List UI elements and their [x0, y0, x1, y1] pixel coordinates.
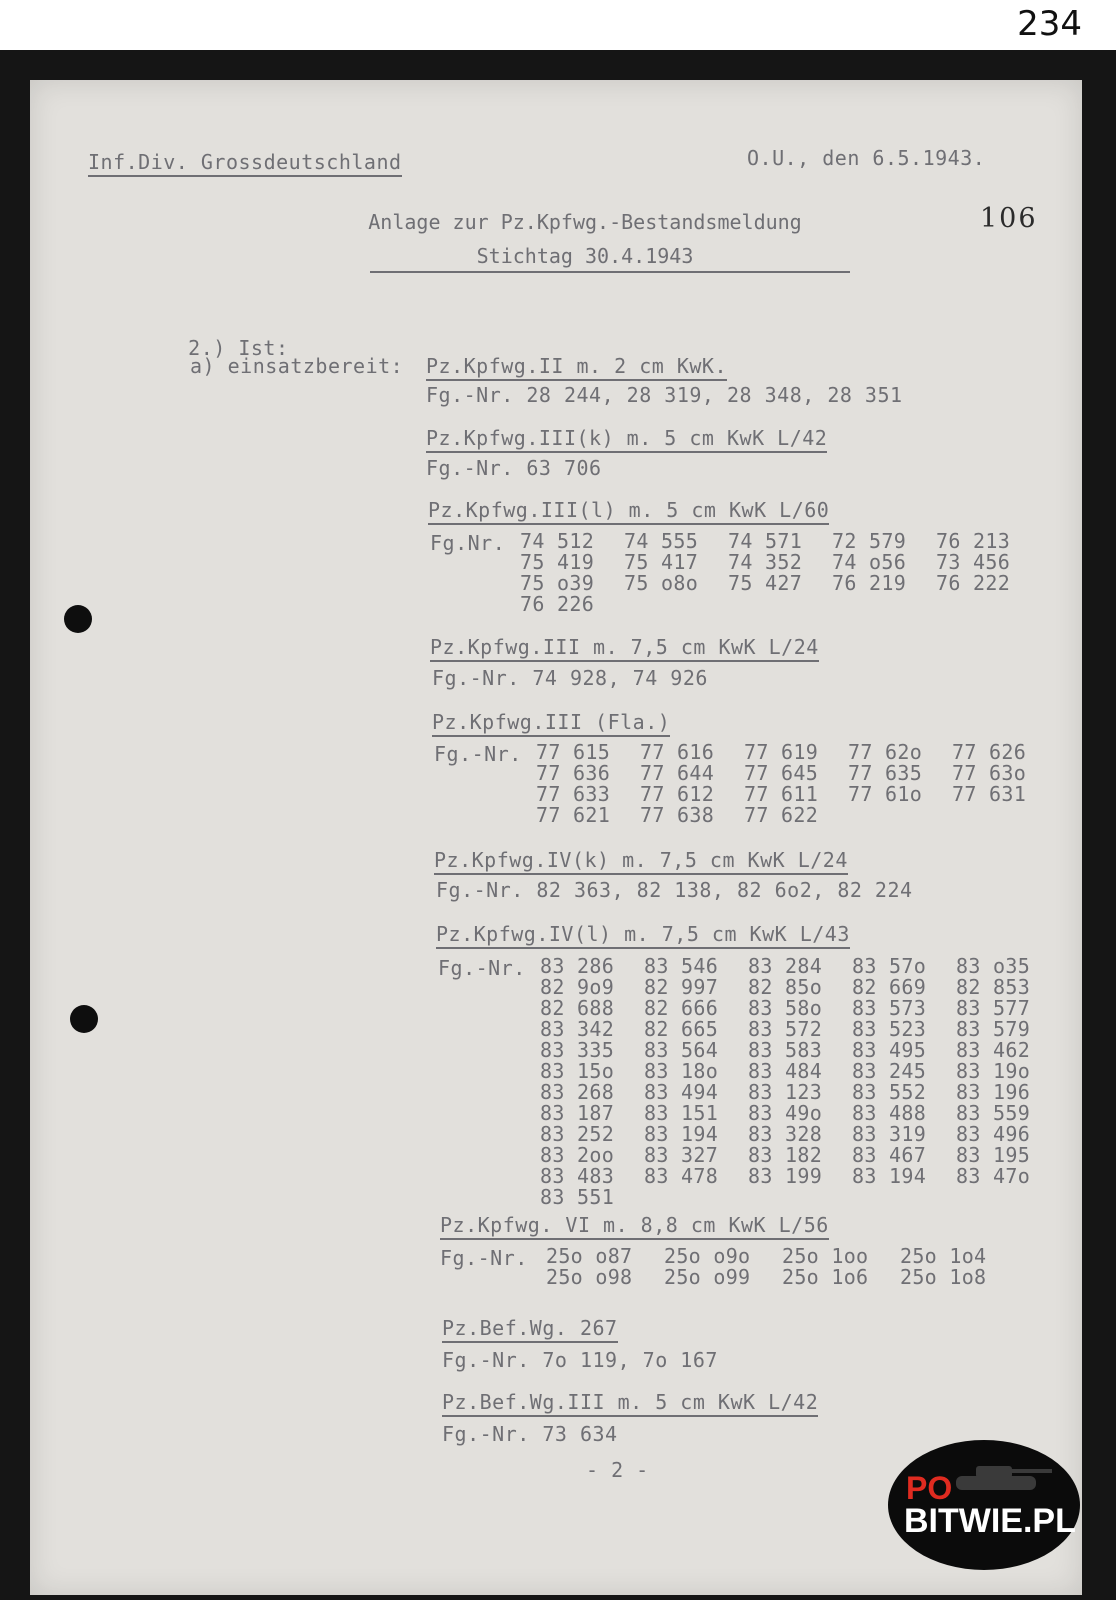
serial-number: 83 572	[748, 1017, 823, 1041]
vehicle-numbers-2: Fg.-Nr. 63 706	[426, 456, 602, 480]
serial-number: 83 551	[540, 1185, 615, 1209]
vehicle-type-3: Pz.Kpfwg.III(l) m. 5 cm KwK L/60	[428, 498, 829, 525]
serial-number: 83 268	[540, 1080, 615, 1104]
serial-number: 75 417	[624, 550, 699, 574]
vehicle-prefix-8: Fg.-Nr.	[440, 1246, 528, 1270]
serial-number: 25o 1o6	[782, 1265, 869, 1289]
serial-number: 83 194	[852, 1164, 927, 1188]
serial-number: 74 571	[728, 529, 803, 553]
serial-number: 83 199	[748, 1164, 823, 1188]
serial-number: 83 552	[852, 1080, 927, 1104]
serial-number: 83 284	[748, 954, 823, 978]
serial-number: 83 47o	[956, 1164, 1031, 1188]
serial-number: 77 62o	[848, 740, 923, 764]
serial-number: 82 665	[644, 1017, 719, 1041]
serial-number: 83 15o	[540, 1059, 615, 1083]
serial-number: 77 622	[744, 803, 819, 827]
page-number: 234	[1017, 4, 1082, 44]
vehicle-number-grid-5	[536, 742, 1056, 826]
section-label-text: 2.) Ist:	[188, 336, 289, 360]
serial-number: 83 327	[644, 1143, 719, 1167]
serial-number: 74 512	[520, 529, 595, 553]
serial-number: 83 577	[956, 996, 1031, 1020]
serial-number: 83 123	[748, 1080, 823, 1104]
serial-number: 83 328	[748, 1122, 823, 1146]
serial-number: 83 467	[852, 1143, 927, 1167]
serial-number: 83 462	[956, 1038, 1031, 1062]
serial-number: 83 495	[852, 1038, 927, 1062]
logo-text-bitwie: BITWIE.PL	[904, 1502, 1076, 1540]
title-line-2: Stichtag 30.4.1943	[476, 244, 694, 268]
serial-number: 77 615	[536, 740, 611, 764]
serial-number: 82 997	[644, 975, 719, 999]
serial-number: 76 219	[832, 571, 907, 595]
serial-number: 83 484	[748, 1059, 823, 1083]
title-block	[350, 205, 820, 273]
vehicle-prefix-5: Fg.-Nr.	[434, 742, 522, 766]
serial-number: 83 546	[644, 954, 719, 978]
serial-number: 83 19o	[956, 1059, 1031, 1083]
serial-number: 25o 1o8	[900, 1265, 987, 1289]
serial-number: 76 213	[936, 529, 1011, 553]
serial-number: 76 222	[936, 571, 1011, 595]
vehicle-number-grid-8	[546, 1246, 1018, 1288]
serial-number: 83 196	[956, 1080, 1031, 1104]
serial-number: 83 342	[540, 1017, 615, 1041]
subsection-label: a) einsatzbereit:	[190, 354, 404, 378]
archive-stamp-number: 106	[980, 203, 1038, 234]
serial-number: 74 352	[728, 550, 803, 574]
serial-number: 83 194	[644, 1122, 719, 1146]
vehicle-type-8: Pz.Kpfwg. VI m. 8,8 cm KwK L/56	[440, 1213, 829, 1240]
title-line-1: Anlage zur Pz.Kpfwg.-Bestandsmeldung	[368, 210, 802, 234]
logo-text-po: PO	[906, 1470, 953, 1506]
serial-number: 83 195	[956, 1143, 1031, 1167]
serial-number: 75 419	[520, 550, 595, 574]
vehicle-numbers-6: Fg.-Nr. 82 363, 82 138, 82 6o2, 82 224	[436, 878, 913, 902]
serial-number: 77 61o	[848, 782, 923, 806]
title-underline	[370, 271, 850, 273]
serial-number: 77 631	[952, 782, 1027, 806]
date-line: O.U., den 6.5.1943.	[747, 146, 986, 170]
vehicle-prefix-3: Fg.Nr.	[430, 531, 506, 555]
serial-number: 83 559	[956, 1101, 1031, 1125]
tank-silhouette-icon	[946, 1458, 1056, 1498]
serial-number: 83 483	[540, 1164, 615, 1188]
serial-number: 77 638	[640, 803, 715, 827]
serial-number: 74 o56	[832, 550, 907, 574]
serial-number: 83 564	[644, 1038, 719, 1062]
vehicle-type-9: Pz.Bef.Wg. 267	[442, 1316, 618, 1343]
serial-number: 83 478	[644, 1164, 719, 1188]
serial-number: 25o o9o	[664, 1244, 751, 1268]
vehicle-numbers-10: Fg.-Nr. 73 634	[442, 1422, 618, 1446]
serial-number: 83 488	[852, 1101, 927, 1125]
serial-number: 83 573	[852, 996, 927, 1020]
serial-number: 25o 1oo	[782, 1244, 869, 1268]
serial-number: 83 245	[852, 1059, 927, 1083]
vehicle-number-grid-7	[540, 956, 1060, 1208]
serial-number: 83 58o	[748, 996, 823, 1020]
serial-number: 83 286	[540, 954, 615, 978]
vehicle-type-4: Pz.Kpfwg.III m. 7,5 cm KwK L/24	[430, 635, 819, 662]
serial-number: 83 18o	[644, 1059, 719, 1083]
serial-number: 77 63o	[952, 761, 1027, 785]
serial-number: 77 633	[536, 782, 611, 806]
serial-number: 77 612	[640, 782, 715, 806]
document-sheet	[30, 80, 1082, 1595]
serial-number: 25o 1o4	[900, 1244, 987, 1268]
serial-number: 72 579	[832, 529, 907, 553]
serial-number: 83 187	[540, 1101, 615, 1125]
serial-number: 77 619	[744, 740, 819, 764]
serial-number: 82 85o	[748, 975, 823, 999]
serial-number: 76 226	[520, 592, 595, 616]
serial-number: 73 456	[936, 550, 1011, 574]
serial-number: 83 523	[852, 1017, 927, 1041]
vehicle-type-2: Pz.Kpfwg.III(k) m. 5 cm KwK L/42	[426, 426, 827, 453]
serial-number: 83 496	[956, 1122, 1031, 1146]
serial-number: 77 621	[536, 803, 611, 827]
pobitwie-logo	[888, 1440, 1080, 1570]
vehicle-type-6: Pz.Kpfwg.IV(k) m. 7,5 cm KwK L/24	[434, 848, 848, 875]
serial-number: 83 252	[540, 1122, 615, 1146]
serial-number: 83 2oo	[540, 1143, 615, 1167]
unit-name: Inf.Div. Grossdeutschland	[88, 150, 402, 177]
serial-number: 82 688	[540, 996, 615, 1020]
serial-number: 77 626	[952, 740, 1027, 764]
serial-number: 75 o8o	[624, 571, 699, 595]
serial-number: 83 49o	[748, 1101, 823, 1125]
footer-page-number: - 2 -	[586, 1458, 649, 1482]
serial-number: 83 583	[748, 1038, 823, 1062]
serial-number: 77 644	[640, 761, 715, 785]
serial-number: 82 669	[852, 975, 927, 999]
vehicle-numbers-1: Fg.-Nr. 28 244, 28 319, 28 348, 28 351	[426, 383, 903, 407]
serial-number: 74 555	[624, 529, 699, 553]
serial-number: 82 666	[644, 996, 719, 1020]
vehicle-type-1: Pz.Kpfwg.II m. 2 cm KwK.	[426, 354, 727, 381]
vehicle-type-10: Pz.Bef.Wg.III m. 5 cm KwK L/42	[442, 1390, 818, 1417]
serial-number: 25o o87	[546, 1244, 633, 1268]
serial-number: 83 57o	[852, 954, 927, 978]
serial-number: 83 319	[852, 1122, 927, 1146]
serial-number: 75 427	[728, 571, 803, 595]
vehicle-prefix-7: Fg.-Nr.	[438, 956, 526, 980]
serial-number: 83 o35	[956, 954, 1031, 978]
serial-number: 77 611	[744, 782, 819, 806]
serial-number: 83 182	[748, 1143, 823, 1167]
serial-number: 77 616	[640, 740, 715, 764]
punch-hole-bottom	[70, 1005, 98, 1033]
serial-number: 83 494	[644, 1080, 719, 1104]
punch-hole-top	[64, 605, 92, 633]
serial-number: 83 335	[540, 1038, 615, 1062]
vehicle-type-5: Pz.Kpfwg.III (Fla.)	[432, 710, 670, 737]
serial-number: 82 9o9	[540, 975, 615, 999]
serial-number: 82 853	[956, 975, 1031, 999]
serial-number: 77 636	[536, 761, 611, 785]
vehicle-number-grid-3	[520, 531, 1040, 615]
serial-number: 25o o99	[664, 1265, 751, 1289]
serial-number: 75 o39	[520, 571, 595, 595]
vehicle-type-7: Pz.Kpfwg.IV(l) m. 7,5 cm KwK L/43	[436, 922, 850, 949]
vehicle-numbers-4: Fg.-Nr. 74 928, 74 926	[432, 666, 708, 690]
serial-number: 83 151	[644, 1101, 719, 1125]
serial-number: 83 579	[956, 1017, 1031, 1041]
serial-number: 25o o98	[546, 1265, 633, 1289]
vehicle-numbers-9: Fg.-Nr. 7o 119, 7o 167	[442, 1348, 718, 1372]
serial-number: 77 635	[848, 761, 923, 785]
serial-number: 77 645	[744, 761, 819, 785]
